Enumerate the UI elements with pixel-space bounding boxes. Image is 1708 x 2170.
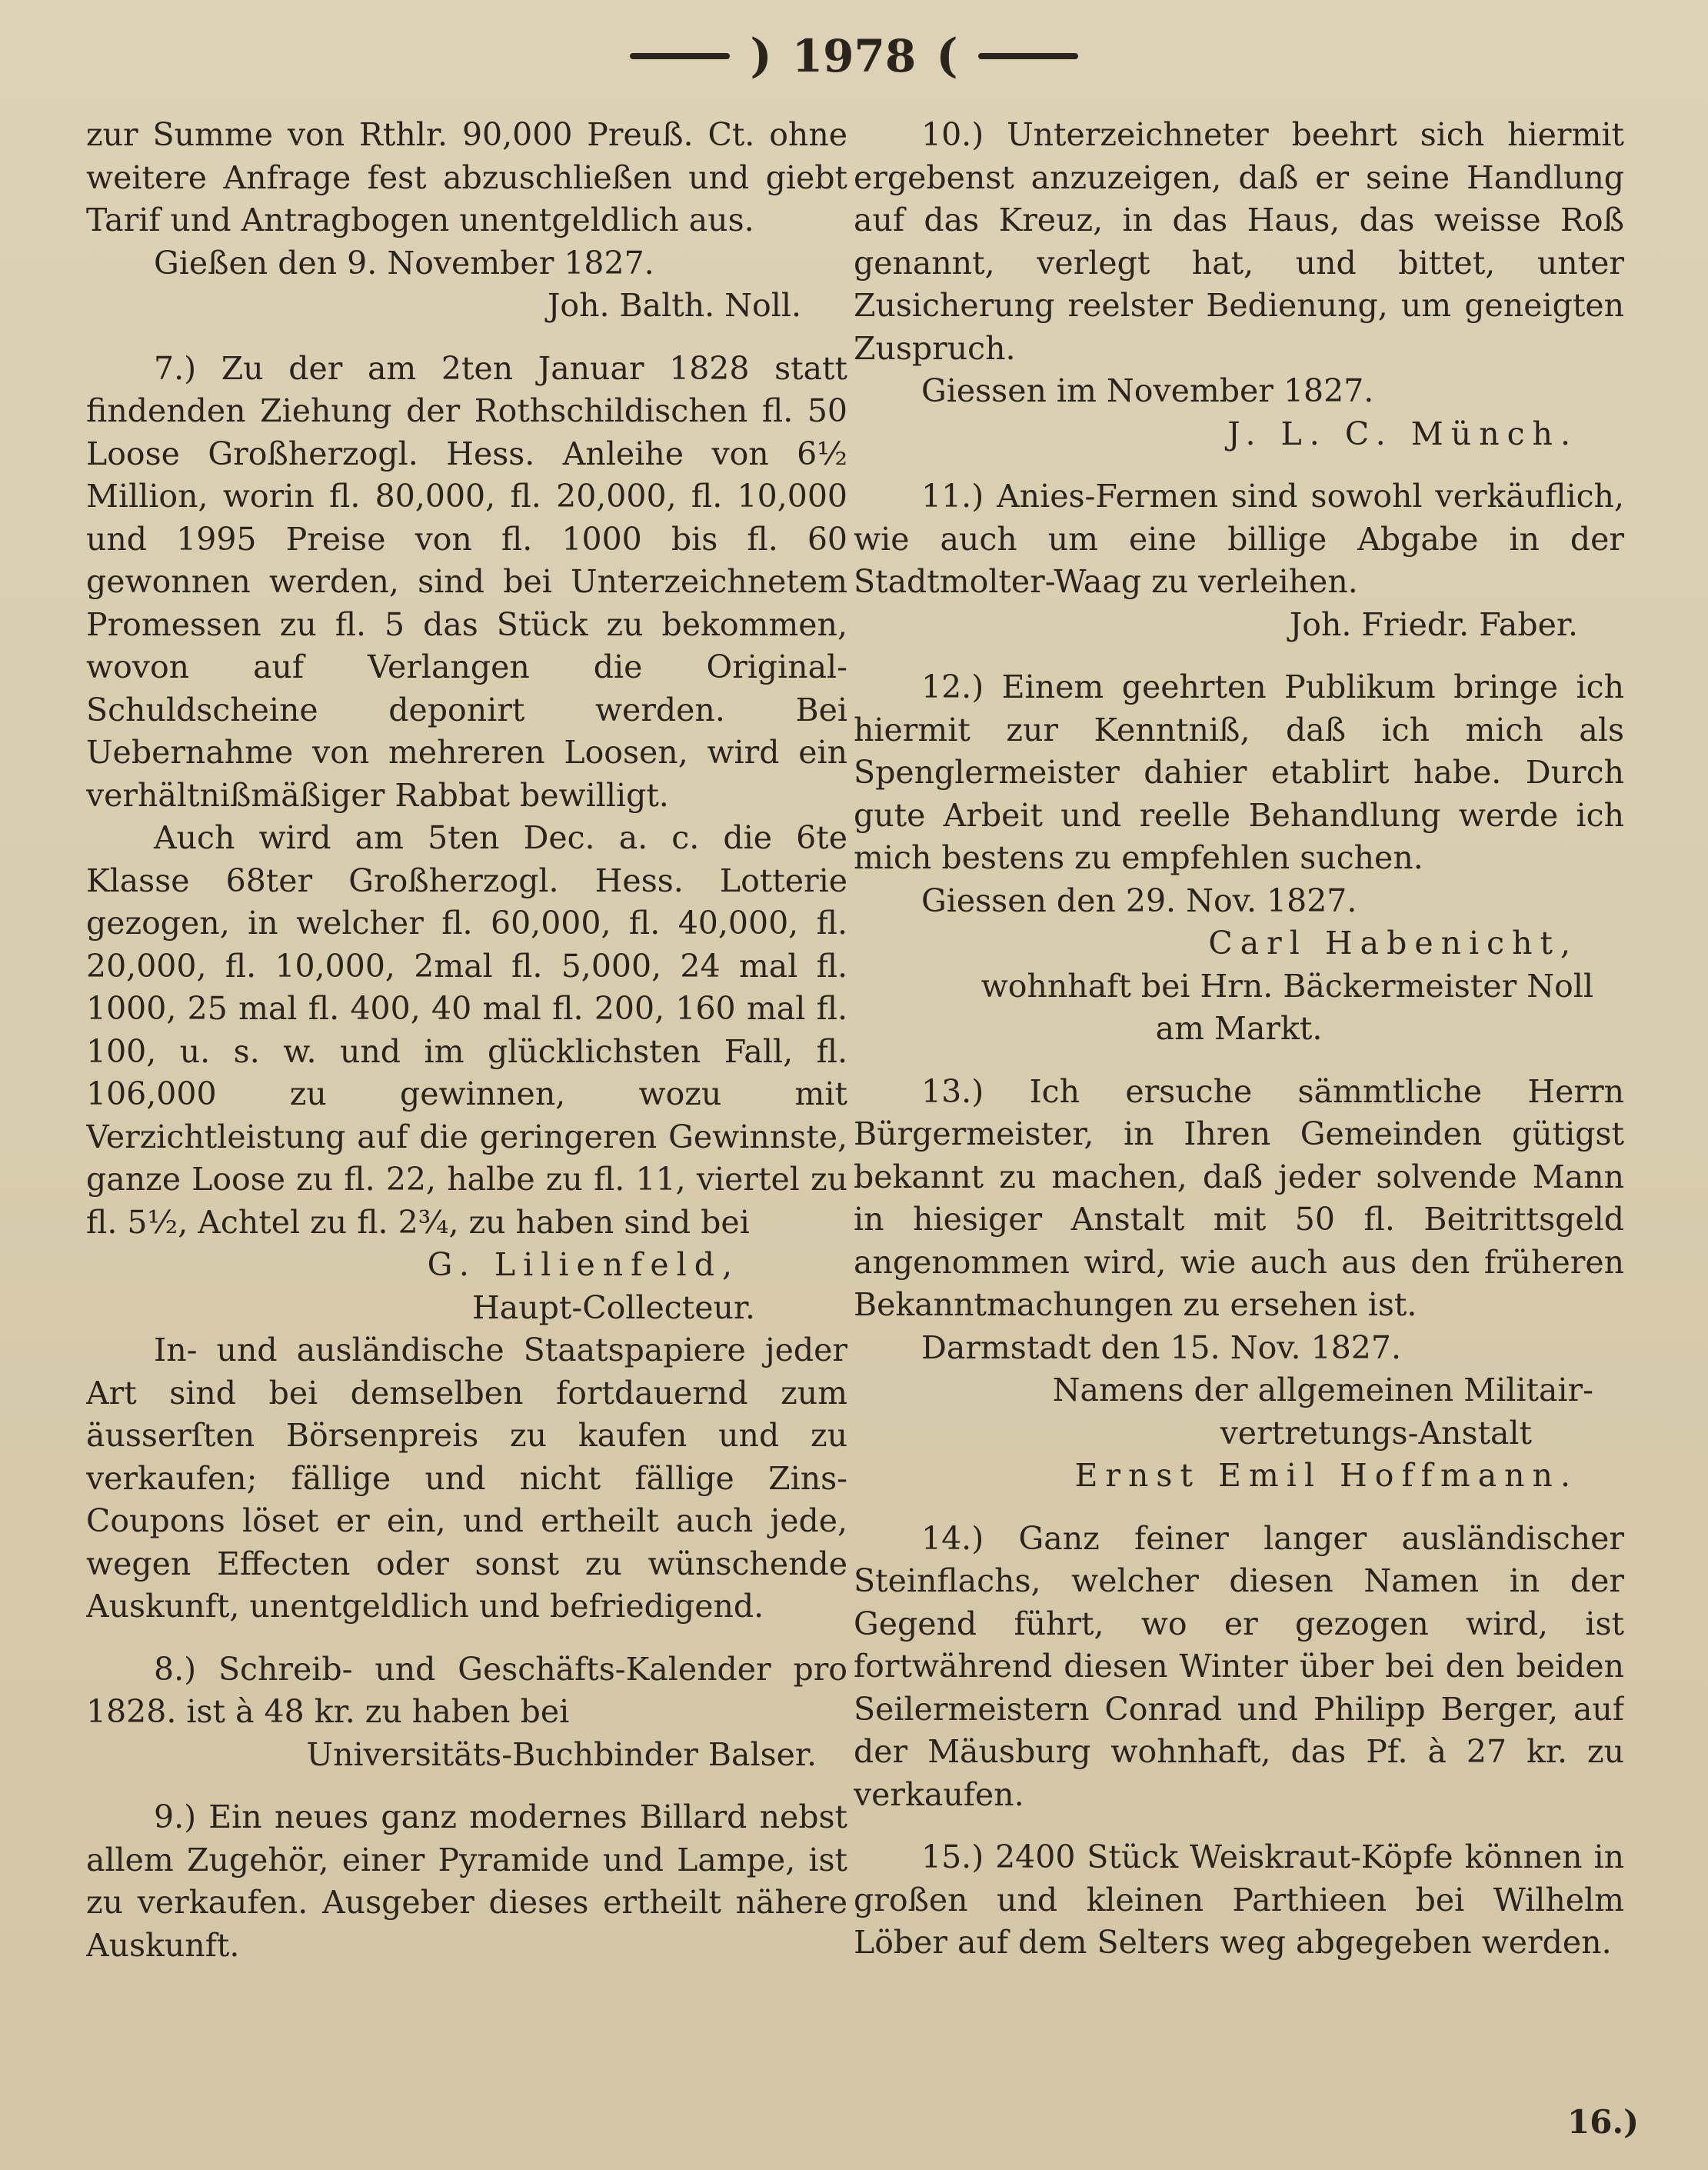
ad-place-date: Giessen im November 1827. — [921, 372, 1374, 409]
ad-text: 7.) Zu der am 2ten Januar 1828 statt findenden Ziehung der Rothschildischen fl. 50 Loose Großherzogl. Hess. Anleihe von 6½ Million, worin fl. 80,000, fl. 20,000, fl. 10,000 und 1995 Preise von fl. 1000 bis fl. 60 gewonnen werden, sind bei Unterzeichnetem Promessen zu fl. 5 das Stück zu bekommen, wovon auf Verlangen die Original-Schuldscheine deponirt werden. Bei Uebernahme von mehreren Loosen, wird ein verhältnißmäßiger Rabbat bewilligt. — [86, 349, 847, 814]
ad-text: 11.) Anies-Fermen sind sowohl verkäuflich, wie auch um eine billige Abgabe in der Stadtmolter-Waag zu verleihen. — [854, 478, 1624, 600]
ad-15 — [854, 1836, 1624, 1965]
ad-11 — [854, 475, 1624, 646]
ad-signature: J. L. C. Münch. — [1227, 415, 1578, 452]
ad-13 — [854, 1071, 1624, 1498]
ad-signature: Joh. Balth. Noll. — [547, 287, 801, 324]
ad-text-continued: Auch wird am 5ten Dec. a. c. die 6te Klasse 68ter Großherzogl. Hess. Lotterie gezogen, in welcher fl. 60,000, fl. 40,000, fl. 20,000, fl. 10,000, 2mal fl. 5,000, 24 mal fl. 1000, 25 mal fl. 400, 40 mal fl. 200, 160 mal fl. 100, u. s. w. und im glücklichsten Fall, fl. 106,000 zu gewinnen, wozu mit Verzichtleistung auf die geringeren Gewinnste, ganze Loose zu fl. 22, halbe zu fl. 11, viertel zu fl. 5½, Achtel zu fl. 2¾, zu haben sind bei — [86, 819, 847, 1241]
ad-signature-org-2: vertretungs-Anstalt — [1220, 1414, 1532, 1452]
header-left-paren: ) — [750, 29, 772, 83]
header-right-rule — [978, 53, 1078, 59]
ad-6-continuation — [86, 114, 847, 328]
right-column — [854, 114, 1624, 2098]
ad-signature: Ernst Emil Hoffmann. — [1074, 1457, 1578, 1494]
ad-signature: Joh. Friedr. Faber. — [1289, 605, 1578, 643]
ad-7 — [86, 348, 847, 1628]
ad-signature: Universitäts-Buchbinder Balser. — [306, 1735, 817, 1773]
ad-signature: G. Lilienfeld, — [427, 1246, 740, 1283]
ad-14 — [854, 1518, 1624, 1817]
page-header — [0, 29, 1708, 83]
header-right-paren: ( — [936, 29, 958, 83]
ad-signature-address: wohnhaft bei Hrn. Bäckermeister Noll — [981, 967, 1593, 1005]
ad-signature-org: Namens der allgemeinen Militair- — [1052, 1372, 1593, 1408]
header-left-rule — [630, 53, 730, 59]
ad-place-date: Gießen den 9. November 1827. — [154, 244, 654, 282]
ad-12 — [854, 666, 1624, 1051]
ad-text: 12.) Einem geehrten Publikum bringe ich hiermit zur Kenntniß, daß ich mich als Spenglermeister dahier etablirt habe. Durch gute Arbeit und reelle Behandlung werde ich mich bestens zu empfehlen suchen. — [854, 668, 1624, 876]
ad-text: 15.) 2400 Stück Weiskraut-Köpfe können in großen und kleinen Parthieen bei Wilhelm Löber auf dem Selters weg abgegeben werden. — [854, 1838, 1624, 1961]
ad-text: 10.) Unterzeichneter beehrt sich hiermit ergebenst anzuzeigen, daß er seine Handlung auf das Kreuz, in das Haus, das weisse Roß genannt, verlegt hat, und bittet, unter Zusicherung reelster Bedienung, um geneigten Zuspruch. — [854, 116, 1624, 367]
ad-8 — [86, 1648, 847, 1777]
ad-signature: Carl Habenicht, — [1208, 925, 1578, 962]
ad-signature-address-2: am Markt. — [1155, 1010, 1323, 1047]
ad-place-date: Darmstadt den 15. Nov. 1827. — [921, 1328, 1401, 1366]
ad-10 — [854, 114, 1624, 455]
ad-text: 14.) Ganz feiner langer ausländischer Steinflachs, welcher diesen Namen in der Gegend führt, wo er gezogen wird, ist fortwährend diesen Winter über bei den beiden Seilermeistern Conrad und Philipp Berger, auf der Mäusburg wohnhaft, das Pf. à 27 kr. zu verkaufen. — [854, 1519, 1624, 1813]
page-number: 1978 — [791, 30, 917, 82]
ad-text: 9.) Ein neues ganz modernes Billard nebst allem Zugehör, einer Pyramide und Lampe, ist zu verkaufen. Ausgeber dieses ertheilt nähere Auskunft. — [86, 1798, 847, 1964]
catchword: 16.) — [1567, 2103, 1639, 2141]
ad-9 — [86, 1796, 847, 1967]
ad-text: 13.) Ich ersuche sämmtliche Herrn Bürgermeister, in Ihren Gemeinden gütigst bekannt zu machen, daß jeder solvende Mann in hiesiger Anstalt mit 50 fl. Beitrittsgeld angenommen wird, wie auch aus den früheren Bekanntmachungen zu ersehen ist. — [854, 1072, 1624, 1323]
left-column — [86, 114, 847, 2098]
ad-place-date: Giessen den 29. Nov. 1827. — [921, 882, 1357, 919]
ad-text: zur Summe von Rthlr. 90,000 Preuß. Ct. ohne weitere Anfrage fest abzuschließen und giebt Tarif und Antragbogen unentgeldlich aus. — [86, 116, 847, 238]
ad-signature-title: Haupt-Collecteur. — [472, 1288, 755, 1326]
ad-text-supplement: In- und ausländische Staatspapiere jeder Art sind bei demselben fortdauernd zum äusserſten Börsenpreis zu kaufen und zu verkaufen; fällige und nicht fällige Zins-Coupons löset er ein, und ertheilt auch jede, wegen Effecten oder sonst zu wünschende Auskunft, unentgeldlich und befriedigend. — [86, 1332, 847, 1625]
ad-text: 8.) Schreib- und Geschäfts-Kalender pro 1828. ist à 48 kr. zu haben bei — [86, 1650, 847, 1730]
